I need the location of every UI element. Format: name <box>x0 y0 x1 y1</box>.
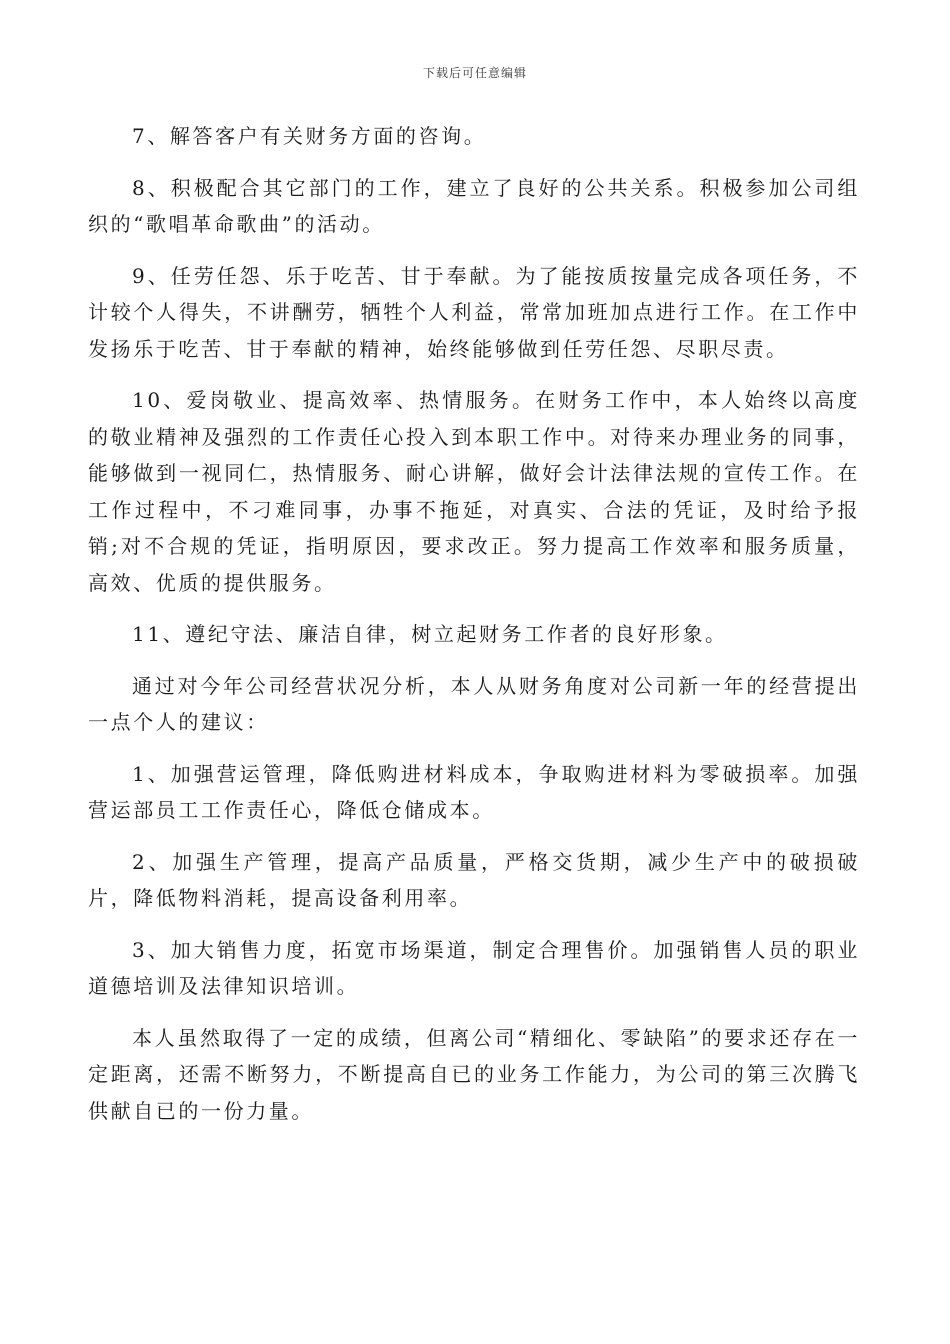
paragraph-conclusion: 本人虽然取得了一定的成绩，但离公司“精细化、零缺陷”的要求还存在一定距离，还需不断努力，不断提高自已的业务工作能力，为公司的第三次腾飞供献自已的一份力量。 <box>88 1025 860 1123</box>
paragraph-suggestion-1: 1、加强营运管理，降低购进材料成本，争取购进材料为零破损率。加强营运部员工工作责任心，降低仓储成本。 <box>88 761 860 822</box>
paragraph-item-10: 10、爱岗敬业、提高效率、热情服务。在财务工作中，本人始终以高度的敬业精神及强烈的工作责任心投入到本职工作中。对待来办理业务的同事，能够做到一视同仁，热情服务、耐心讲解，做好会计法律法规的宣传工作。在工作过程中，不刁难同事，办事不拖延，对真实、合法的凭证，及时给予报销;对不合规的凭证，指明原因，要求改正。努力提高工作效率和服务质量，高效、优质的提供服务。 <box>88 388 860 595</box>
page-header: 下载后可任意编辑 <box>422 66 527 80</box>
document-body <box>88 118 860 1144</box>
paragraph-item-9: 9、任劳任怨、乐于吃苦、甘于奉献。为了能按质按量完成各项任务，不计较个人得失，不讲酬劳，牺牲个人利益，常常加班加点进行工作。在工作中发扬乐于吃苦、甘于奉献的精神，始终能够做到任劳任怨、尽职尽责。 <box>88 263 860 361</box>
paragraph-suggestions-intro: 通过对今年公司经营状况分析，本人从财务角度对公司新一年的经营提出一点个人的建议： <box>88 673 860 734</box>
paragraph-suggestion-3: 3、加大销售力度，拓宽市场渠道，制定合理售价。加强销售人员的职业道德培训及法律知识培训。 <box>88 937 860 998</box>
paragraph-item-7: 7、解答客户有关财务方面的咨询。 <box>132 124 487 148</box>
paragraph-suggestion-2: 2、加强生产管理，提高产品质量，严格交货期，减少生产中的破损破片，降低物料消耗，提高设备利用率。 <box>88 849 860 910</box>
paragraph-item-11: 11、遵纪守法、廉洁自律，树立起财务工作者的良好形象。 <box>132 622 728 646</box>
paragraph-item-8: 8、积极配合其它部门的工作，建立了良好的公共关系。积极参加公司组织的“歌唱革命歌曲”的活动。 <box>88 175 860 236</box>
